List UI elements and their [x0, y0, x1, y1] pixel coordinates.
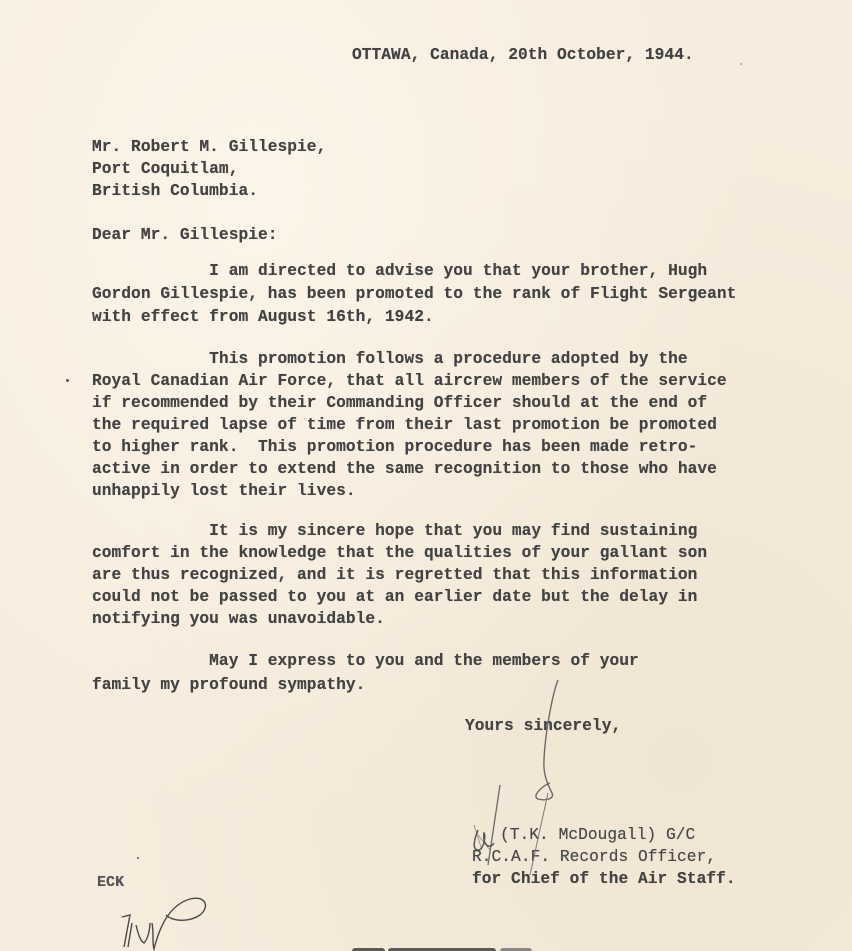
paragraph-1-line-3: with effect from August 16th, 1942.: [92, 308, 434, 326]
paragraph-2-line-5: to higher rank. This promotion procedure has been made retro-: [92, 438, 698, 456]
paragraph-3-line-2: comfort in the knowledge that the qualities of your gallant son: [92, 544, 708, 562]
reference-initials: ECK: [97, 874, 125, 891]
recipient-name: Mr. Robert M. Gillespie,: [92, 138, 327, 156]
paragraph-2-line-6: active in order to extend the same recognition to those who have: [92, 460, 717, 478]
signatory-for: for Chief of the Air Staff.: [472, 870, 736, 888]
signatory-title: R.C.A.F. Records Officer,: [472, 848, 717, 866]
paragraph-1-line-2: Gordon Gillespie, has been promoted to the rank of Flight Sergeant: [92, 285, 737, 303]
dateline: OTTAWA, Canada, 20th October, 1944.: [352, 46, 694, 64]
closing: Yours sincerely,: [465, 717, 622, 735]
salutation: Dear Mr. Gillespie:: [92, 226, 278, 244]
recipient-city: Port Coquitlam,: [92, 160, 239, 178]
signatory-name: (T.K. McDougall) G/C: [500, 826, 696, 844]
paragraph-3-line-5: notifying you was unavoidable.: [92, 610, 385, 628]
paper-speck: [740, 63, 742, 65]
paragraph-3-line-4: could not be passed to you at an earlier date but the delay in: [92, 588, 698, 606]
paper-speck: [66, 379, 69, 382]
paragraph-1-line-1: I am directed to advise you that your brother, Hugh: [92, 262, 708, 280]
paragraph-2-line-3: if recommended by their Commanding Officer should at the end of: [92, 394, 708, 412]
paragraph-3-line-3: are thus recognized, and it is regretted that this information: [92, 566, 698, 584]
paragraph-2-line-4: the required lapse of time from their last promotion be promoted: [92, 416, 717, 434]
paragraph-2-line-7: unhappily lost their lives.: [92, 482, 356, 500]
handwritten-initials-icon: [110, 885, 220, 951]
paragraph-4-line-1: May I express to you and the members of your: [92, 652, 639, 670]
paragraph-2-line-2: Royal Canadian Air Force, that all aircrew members of the service: [92, 372, 727, 390]
handwritten-signature-icon: [460, 675, 580, 875]
recipient-province: British Columbia.: [92, 182, 258, 200]
paper-speck: [137, 857, 139, 859]
paragraph-2-line-1: This promotion follows a procedure adopted by the: [92, 350, 688, 368]
paragraph-3-line-1: It is my sincere hope that you may find sustaining: [92, 522, 698, 540]
paragraph-4-line-2: family my profound sympathy.: [92, 676, 366, 694]
